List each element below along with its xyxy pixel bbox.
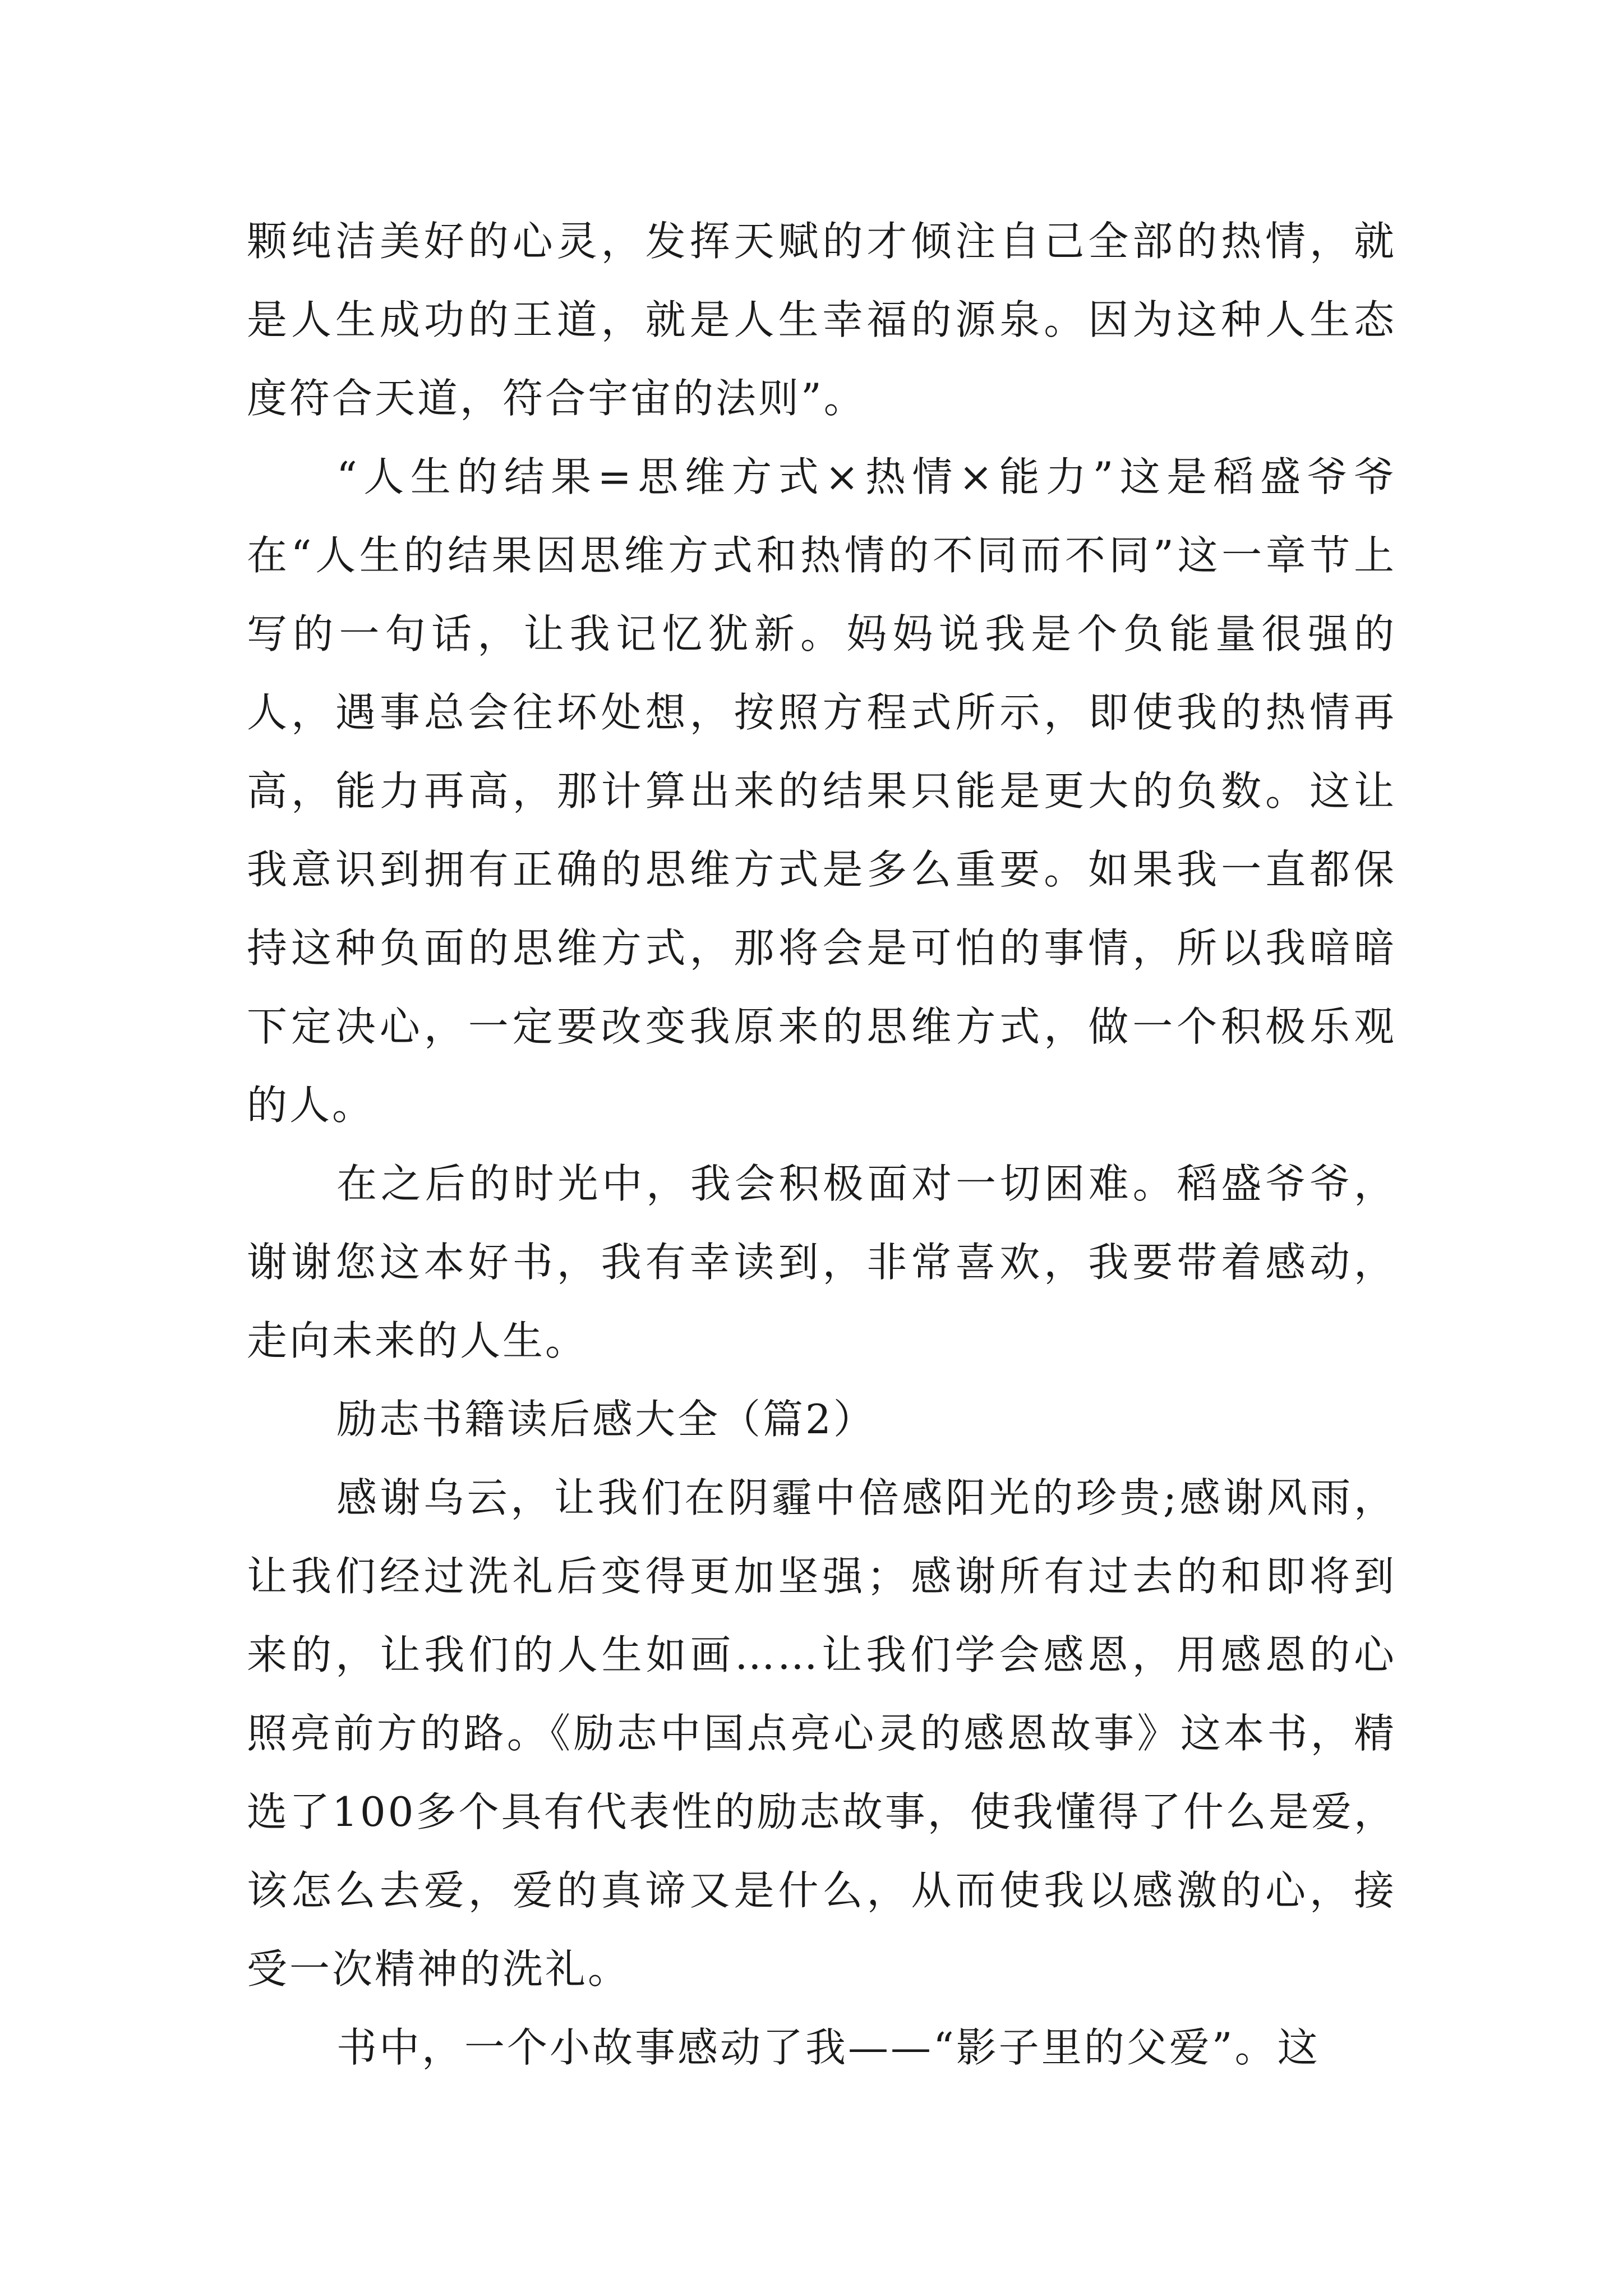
- section-heading: 励志书籍读后感大全（篇2）: [336, 1396, 876, 1443]
- paragraph: 在之后的时光中，我会积极面对一切困难。稻盛爷爷，谢谢您这本好书，我有幸读到，非常喜欢，我要带着感动，走向未来的人生。: [247, 1160, 1396, 1364]
- paragraph: “人生的结果=思维方式×热情×能力”这是稻盛爷爷在“人生的结果因思维方式和热情的不同而不同”这一章节上写的一句话，让我记忆犹新。妈妈说我是个负能量很强的人，遇事总会往坏处想，按照方程式所示，即使我的热情再高，能力再高，那计算出来的结果只能是更大的负数。这让我意识到拥有正确的思维方式是多么重要。如果我一直都保持这种负面的思维方式，那将会是可怕的事情，所以我暗暗下定决心，一定要改变我原来的思维方式，做一个积极乐观的人。: [247, 453, 1396, 1129]
- paragraph: 感谢乌云，让我们在阴霾中倍感阳光的珍贵;感谢风雨，让我们经过洗礼后变得更加坚强；感谢所有过去的和即将到来的，让我们的人生如画……让我们学会感恩，用感恩的心照亮前方的路。《励志中国点亮心灵的感恩故事》这本书，精选了100多个具有代表性的励志故事，使我懂得了什么是爱，该怎么去爱，爱的真谛又是什么，从而使我以感激的心，接受一次精神的洗礼。: [247, 1474, 1396, 1993]
- document-body: [247, 202, 1396, 2087]
- paragraph: 颗纯洁美好的心灵，发挥天赋的才倾注自己全部的热情，就是人生成功的王道，就是人生幸福的源泉。因为这种人生态度符合天道，符合宇宙的法则”。: [247, 218, 1396, 422]
- paragraph: 书中，一个小故事感动了我——“影子里的父爱”。这: [336, 2024, 1320, 2071]
